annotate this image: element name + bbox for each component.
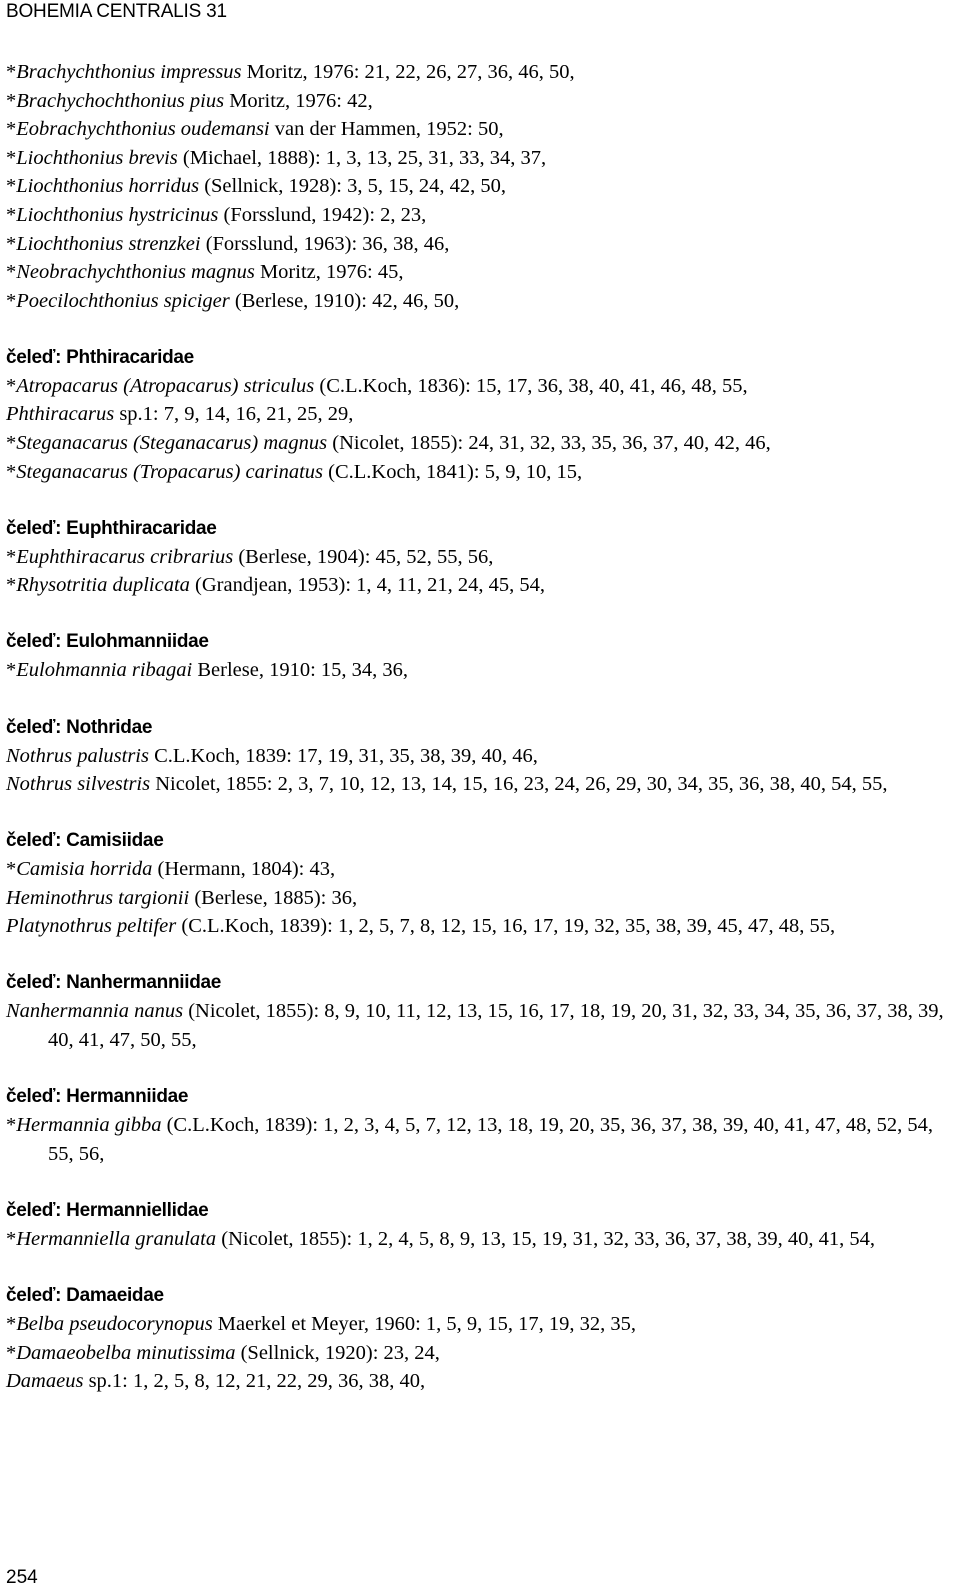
species-authority-and-sites: van der Hammen, 1952: 50, [269, 118, 504, 141]
species-name: Damaeus [6, 1370, 84, 1393]
asterisk-marker: * [6, 175, 17, 198]
asterisk-marker: * [6, 858, 17, 881]
running-header: BOHEMIA CENTRALIS 31 [6, 1, 227, 22]
asterisk-marker: * [6, 203, 17, 226]
family-heading: čeleď: Nanhermanniidae [6, 972, 222, 994]
species-name: Rhysotritia duplicata [16, 574, 190, 597]
species-entry [6, 1225, 951, 1254]
species-name: Euphthiracarus cribrarius [16, 545, 234, 568]
species-authority-and-sites: (C.L.Koch, 1839): 1, 2, 5, 7, 8, 12, 15, 16, 17, 19, 32, 35, 38, 39, 45, 47, 48, 55, [176, 915, 836, 938]
asterisk-marker: * [6, 1114, 17, 1137]
species-authority-and-sites: (Nicolet, 1855): 24, 31, 32, 33, 35, 36, 37, 40, 42, 46, [327, 432, 771, 455]
page-number: 254 [6, 1567, 38, 1588]
species-authority-and-sites: (C.L.Koch, 1839): 1, 2, 3, 4, 5, 7, 12, 13, 18, 19, 20, 35, 36, 37, 38, 39, 40, 41, 47, 48, 52, 54, 55, 56, [48, 1114, 934, 1165]
species-authority-and-sites: (Nicolet, 1855): 1, 2, 4, 5, 8, 9, 13, 15, 19, 31, 32, 33, 36, 37, 38, 39, 40, 41, 54, [216, 1227, 875, 1250]
species-authority-and-sites: (Forsslund, 1963): 36, 38, 46, [200, 232, 450, 255]
asterisk-marker: * [6, 232, 17, 255]
species-entry [6, 258, 951, 287]
species-name: Liochthonius horridus [16, 175, 200, 198]
species-authority-and-sites: (Michael, 1888): 1, 3, 13, 25, 31, 33, 34, 37, [177, 146, 547, 169]
species-entry [6, 87, 951, 116]
species-entry [6, 400, 951, 429]
asterisk-marker: * [6, 61, 17, 83]
species-authority-and-sites: Maerkel et Meyer, 1960: 1, 5, 9, 15, 17, 19, 32, 35, [212, 1312, 637, 1335]
asterisk-marker: * [6, 432, 17, 455]
family-heading: čeleď: Hermanniidae [6, 1086, 189, 1108]
family-heading: čeleď: Damaeidae [6, 1284, 164, 1306]
species-name: Phthiracarus [6, 403, 115, 426]
species-name: Poecilochthonius spiciger [16, 289, 230, 312]
asterisk-marker: * [6, 289, 17, 312]
species-name: Steganacarus (Tropacarus) carinatus [16, 460, 323, 483]
species-name: Platynothrus peltifer [6, 915, 177, 938]
asterisk-marker: * [6, 574, 17, 597]
species-name: Nanhermannia nanus [6, 1000, 184, 1023]
family-heading: čeleď: Camisiidae [6, 830, 164, 852]
species-entry [6, 287, 951, 316]
species-entry [6, 884, 951, 913]
species-authority-and-sites: (Sellnick, 1928): 3, 5, 15, 24, 42, 50, [199, 175, 506, 198]
species-authority-and-sites: (Berlese, 1910): 42, 46, 50, [229, 289, 460, 312]
species-authority-and-sites: Moritz, 1976: 42, [224, 89, 373, 112]
species-name: Hermannia gibba [16, 1114, 162, 1137]
species-authority-and-sites: (Nicolet, 1855): 8, 9, 10, 11, 12, 13, 15, 16, 17, 18, 19, 20, 31, 32, 33, 34, 35, 36, 37, 38, 39, 40, 41, 47, 50, 55, [48, 1000, 944, 1052]
species-entry [6, 372, 951, 401]
asterisk-marker: * [6, 659, 17, 682]
asterisk-marker: * [6, 374, 17, 397]
asterisk-marker: * [6, 146, 17, 169]
family-heading: čeleď: Eulohmanniidae [6, 631, 209, 653]
family-heading: čeleď: Hermanniellidae [6, 1199, 209, 1221]
asterisk-marker: * [6, 1341, 17, 1364]
asterisk-marker: * [6, 1312, 17, 1335]
species-list [6, 58, 951, 1396]
species-name: Liochthonius strenzkei [16, 232, 201, 255]
asterisk-marker: * [6, 545, 17, 568]
species-name: Damaeobelba minutissima [16, 1341, 236, 1364]
asterisk-marker: * [6, 261, 17, 284]
species-authority-and-sites: sp.1: 1, 2, 5, 8, 12, 21, 22, 29, 36, 38, 40, [83, 1370, 426, 1393]
species-name: Steganacarus (Steganacarus) magnus [16, 432, 328, 455]
asterisk-marker: * [6, 1227, 17, 1250]
species-entry [6, 1310, 951, 1339]
species-name: Belba pseudocorynopus [16, 1312, 213, 1335]
asterisk-marker: * [6, 460, 17, 483]
species-authority-and-sites: C.L.Koch, 1839: 17, 19, 31, 35, 38, 39, 40, 46, [148, 744, 538, 767]
species-entry [6, 58, 951, 87]
family-heading: čeleď: Euphthiracaridae [6, 517, 217, 539]
species-entry [6, 458, 951, 487]
species-entry [6, 1367, 951, 1396]
asterisk-marker: * [6, 89, 17, 112]
species-name: Heminothrus targionii [6, 886, 190, 909]
species-authority-and-sites: (Berlese, 1885): 36, [189, 886, 358, 909]
species-entry [6, 144, 951, 173]
species-name: Atropacarus (Atropacarus) striculus [16, 374, 315, 397]
species-authority-and-sites: (Forsslund, 1942): 2, 23, [218, 203, 427, 226]
species-entry [6, 571, 951, 600]
species-name: Brachychthonius impressus [16, 61, 242, 83]
species-authority-and-sites: (Grandjean, 1953): 1, 4, 11, 21, 24, 45, 54, [189, 574, 546, 597]
species-authority-and-sites: sp.1: 7, 9, 14, 16, 21, 25, 29, [114, 403, 354, 426]
family-heading: čeleď: Phthiracaridae [6, 346, 194, 368]
species-name: Brachychochthonius pius [16, 89, 225, 112]
species-name: Neobrachychthonius magnus [16, 261, 255, 284]
species-authority-and-sites: Berlese, 1910: 15, 34, 36, [192, 659, 409, 682]
species-entry [6, 1111, 951, 1168]
species-authority-and-sites: Moritz, 1976: 21, 22, 26, 27, 36, 46, 50, [241, 61, 575, 83]
species-entry [6, 172, 951, 201]
species-authority-and-sites: (Berlese, 1904): 45, 52, 55, 56, [233, 545, 494, 568]
species-entry [6, 115, 951, 144]
species-name: Nothrus silvestris [6, 773, 151, 796]
species-entry [6, 742, 951, 771]
species-entry [6, 912, 951, 941]
species-name: Hermanniella granulata [16, 1227, 217, 1250]
species-authority-and-sites: (Sellnick, 1920): 23, 24, [235, 1341, 440, 1364]
species-authority-and-sites: (Hermann, 1804): 43, [152, 858, 336, 881]
species-entry [6, 429, 951, 458]
species-authority-and-sites: Moritz, 1976: 45, [254, 261, 404, 284]
species-name: Eobrachychthonius oudemansi [16, 118, 270, 141]
species-entry [6, 770, 951, 799]
asterisk-marker: * [6, 118, 17, 141]
species-entry [6, 656, 951, 685]
species-entry [6, 543, 951, 572]
species-entry [6, 855, 951, 884]
species-authority-and-sites: (C.L.Koch, 1841): 5, 9, 10, 15, [323, 460, 583, 483]
species-name: Nothrus palustris [6, 744, 149, 767]
species-name: Camisia horrida [16, 858, 153, 881]
species-entry [6, 1339, 951, 1368]
species-name: Liochthonius brevis [16, 146, 178, 169]
family-heading: čeleď: Nothridae [6, 716, 153, 738]
species-authority-and-sites: (C.L.Koch, 1836): 15, 17, 36, 38, 40, 41, 46, 48, 55, [314, 374, 748, 397]
species-entry [6, 201, 951, 230]
species-authority-and-sites: Nicolet, 1855: 2, 3, 7, 10, 12, 13, 14, 15, 16, 23, 24, 26, 29, 30, 34, 35, 36, 38, 40, 54, 55, [150, 773, 888, 796]
species-name: Eulohmannia ribagai [16, 659, 193, 682]
species-entry [6, 230, 951, 259]
species-name: Liochthonius hystricinus [16, 203, 219, 226]
species-entry [6, 997, 951, 1054]
